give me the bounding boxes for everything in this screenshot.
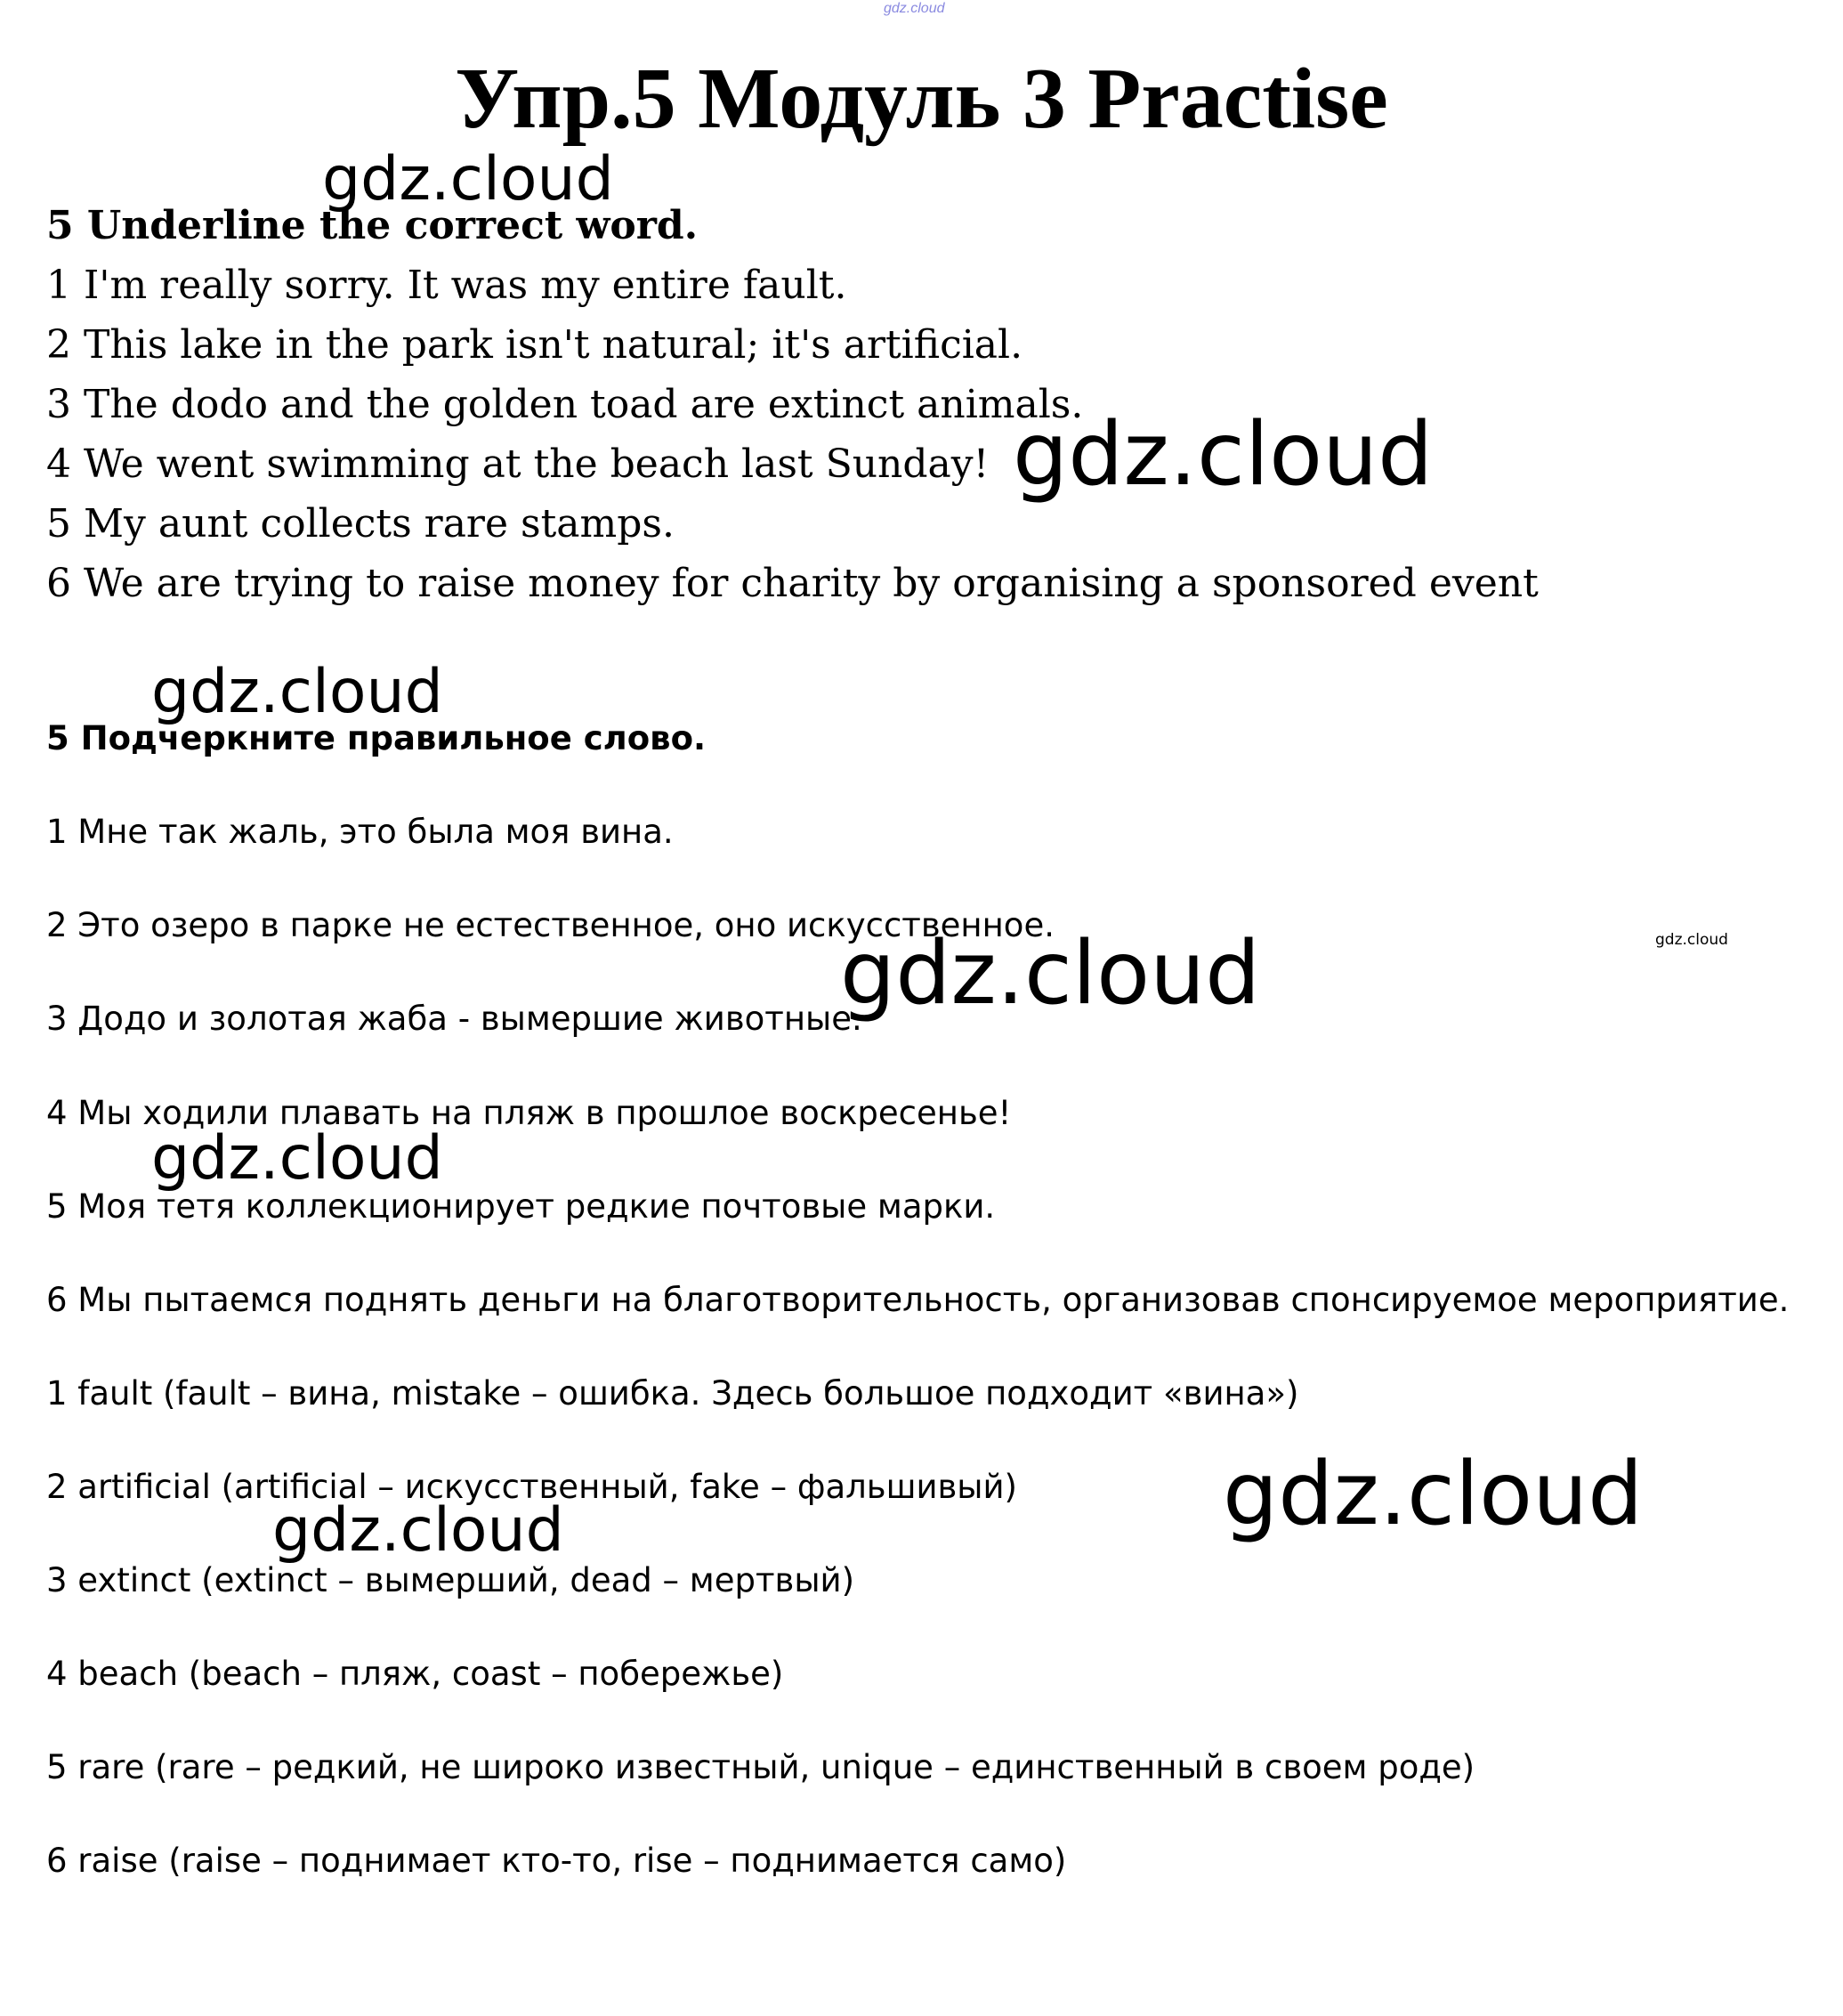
watermark: gdz.cloud	[1013, 404, 1434, 506]
russian-item: 5 Моя тетя коллекционирует редкие почтовые марки.	[46, 1187, 996, 1226]
answer-item: 1 fault (fault – вина, mistake – ошибка. Здесь большое подходит «вина»)	[46, 1374, 1299, 1413]
english-item: 5 My aunt collects rare stamps.	[46, 501, 675, 547]
russian-item: 4 Мы ходили плавать на пляж в прошлое воскресенье!	[46, 1094, 1012, 1132]
watermark: gdz.cloud	[1655, 931, 1728, 949]
answer-item: 5 rare (rare – редкий, не широко известный, unique – единственный в своем роде)	[46, 1748, 1475, 1786]
russian-item: 1 Мне так жаль, это была моя вина.	[46, 813, 674, 851]
watermark: gdz.cloud	[840, 923, 1261, 1024]
russian-item: 2 Это озеро в парке не естественное, оно искусственное.	[46, 906, 1055, 944]
english-item: 4 We went swimming at the beach last Sunday!	[46, 441, 990, 487]
page-title: Упр.5 Модуль 3 Practise	[455, 51, 1388, 147]
watermark: gdz.cloud	[1223, 1444, 1644, 1545]
english-item: 3 The dodo and the golden toad are extinct animals.	[46, 382, 1084, 427]
russian-heading: 5 Подчеркните правильное слово.	[46, 719, 707, 757]
answer-item: 6 raise (raise – поднимает кто-то, rise – поднимается само)	[46, 1842, 1067, 1880]
russian-item: 3 Додо и золотая жаба - вымершие животные.	[46, 1000, 862, 1038]
russian-item: 6 Мы пытаемся поднять деньги на благотворительность, организовав спонсируемое мероприятие.	[46, 1281, 1790, 1319]
english-heading: 5 Underline the correct word.	[46, 203, 699, 248]
english-item: 1 I'm really sorry. It was my entire fault.	[46, 263, 847, 308]
watermark: gdz.cloud	[151, 657, 443, 727]
answer-item: 3 extinct (extinct – вымерший, dead – мертвый)	[46, 1561, 855, 1599]
watermark: gdz.cloud	[322, 144, 614, 215]
answer-item: 2 artificial (artificial – искусственный, fake – фальшивый)	[46, 1468, 1017, 1506]
watermark: gdz.cloud	[151, 1123, 443, 1194]
watermark: gdz.cloud	[272, 1495, 564, 1566]
watermark-top: gdz.cloud	[884, 1, 945, 16]
english-item: 2 This lake in the park isn't natural; it's artificial.	[46, 322, 1023, 368]
english-item: 6 We are trying to raise money for charity by organising a sponsored event	[46, 561, 1539, 606]
answer-item: 4 beach (beach – пляж, coast – побережье)	[46, 1655, 784, 1693]
